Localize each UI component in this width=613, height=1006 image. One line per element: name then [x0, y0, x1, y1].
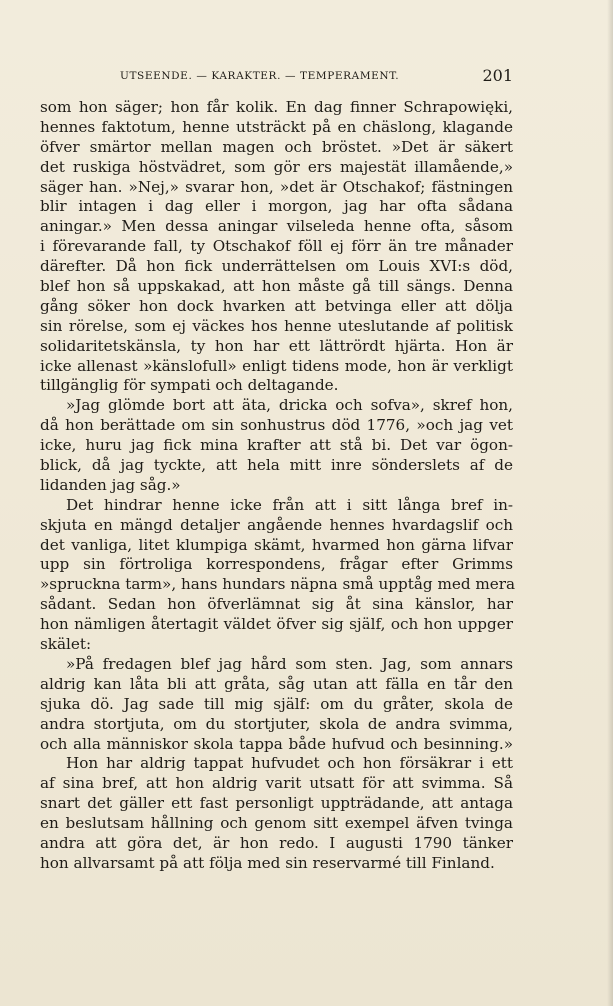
text-line: säger han. »Nej,» svarar hon, »det är Otschakof; fästningen — [40, 177, 513, 196]
text-line: då hon berättade om sin sonhustrus död 1776, »och jag vet — [40, 416, 513, 435]
text-line: en beslutsam hållning och genom sitt exempel äfven tvinga — [40, 814, 513, 833]
text-line: i förevarande fall, ty Otschakof föll ej förr än tre månader — [40, 237, 513, 256]
text-line: gång söker hon dock hvarken att betvinga eller att dölja — [40, 296, 513, 315]
text-line: tillgänglig för sympati och deltagande. — [40, 376, 339, 395]
text-line: det ruskiga höstvädret, som gör ers majestät illamående,» — [40, 157, 513, 176]
text-line: Hon har aldrig tappat hufvudet och hon försäkrar i ett — [66, 754, 513, 773]
text-line: som hon säger; hon får kolik. En dag finner Schrapowięki, — [40, 98, 513, 116]
text-line: Det hindrar henne icke från att i sitt långa bref in- — [66, 495, 513, 514]
text-line: »På fredagen blef jag hård som sten. Jag, som annars — [66, 654, 513, 673]
text-line: skjuta en mängd detaljer angående hennes hvardagslif och — [40, 515, 513, 534]
text-line: aningar.» Men dessa aningar vilseleda henne ofta, såsom — [40, 217, 513, 236]
text-line: det vanliga, litet klumpiga skämt, hvarmed hon gärna lifvar — [40, 535, 513, 554]
text-line: af sina bref, att hon aldrig varit utsatt för att svimma. Så — [40, 774, 513, 793]
text-line: hon allvarsamt på att följa med sin reservarmé till Finland. — [40, 853, 495, 872]
body-text — [40, 98, 516, 874]
page-header — [40, 68, 513, 88]
text-line: lidanden jag såg.» — [40, 475, 181, 494]
text-line: hon nämligen återtagit väldet öfver sig själf, och hon uppger — [40, 615, 513, 634]
text-line: blick, då jag tyckte, att hela mitt inre sönderslets af de — [40, 456, 513, 475]
text-line: skälet: — [40, 635, 92, 654]
text-line: och alla människor skola tappa både hufvud och besinning.» — [40, 734, 513, 753]
text-line: icke allenast »känslofull» enligt tidens mode, hon är verkligt — [40, 356, 513, 375]
text-line: upp sin förtroliga korrespondens, frågar efter Grimms — [40, 555, 513, 574]
text-line: blir intagen i dag eller i morgon, jag har ofta sådana — [40, 197, 513, 216]
text-line: sådant. Sedan hon öfverlämnat sig åt sina känslor, har — [40, 595, 513, 614]
running-head: UTSEENDE. — KARAKTER. — TEMPERAMENT. — [120, 70, 400, 82]
text-line: snart det gäller ett fast personligt uppträdande, att antaga — [40, 794, 513, 813]
text-line: andra stortjuta, om du stortjuter, skola de andra svimma, — [40, 714, 513, 733]
page-edge-shadow — [607, 0, 613, 1006]
text-line: »Jag glömde bort att äta, dricka och sofva», skref hon, — [66, 396, 513, 415]
text-line: andra att göra det, är hon redo. I augusti 1790 tänker — [40, 833, 513, 852]
page-number: 201 — [482, 66, 513, 85]
text-line: blef hon så uppskakad, att hon måste gå till sängs. Denna — [40, 277, 513, 296]
text-line: därefter. Då hon fick underrättelsen om Louis XVI:s död, — [40, 257, 513, 276]
text-line: »spruckna tarm», hans hundars näpna små upptåg med mera — [40, 575, 516, 594]
text-line: sin rörelse, som ej väckes hos henne uteslutande af politisk — [40, 316, 513, 335]
text-line: öfver smärtor mellan magen och bröstet. »Det är säkert — [40, 137, 513, 156]
text-line: solidaritetskänsla, ty hon har ett lättrördt hjärta. Hon är — [40, 336, 513, 355]
text-line: icke, huru jag fick mina krafter att stå bi. Det var ögon- — [40, 436, 513, 455]
text-line: aldrig kan låta bli att gråta, såg utan att fälla en tår den — [40, 674, 513, 693]
text-line: sjuka dö. Jag sade till mig själf: om du gråter, skola de — [40, 694, 513, 713]
text-line: hennes faktotum, henne utsträckt på en chäslong, klagande — [40, 117, 513, 136]
